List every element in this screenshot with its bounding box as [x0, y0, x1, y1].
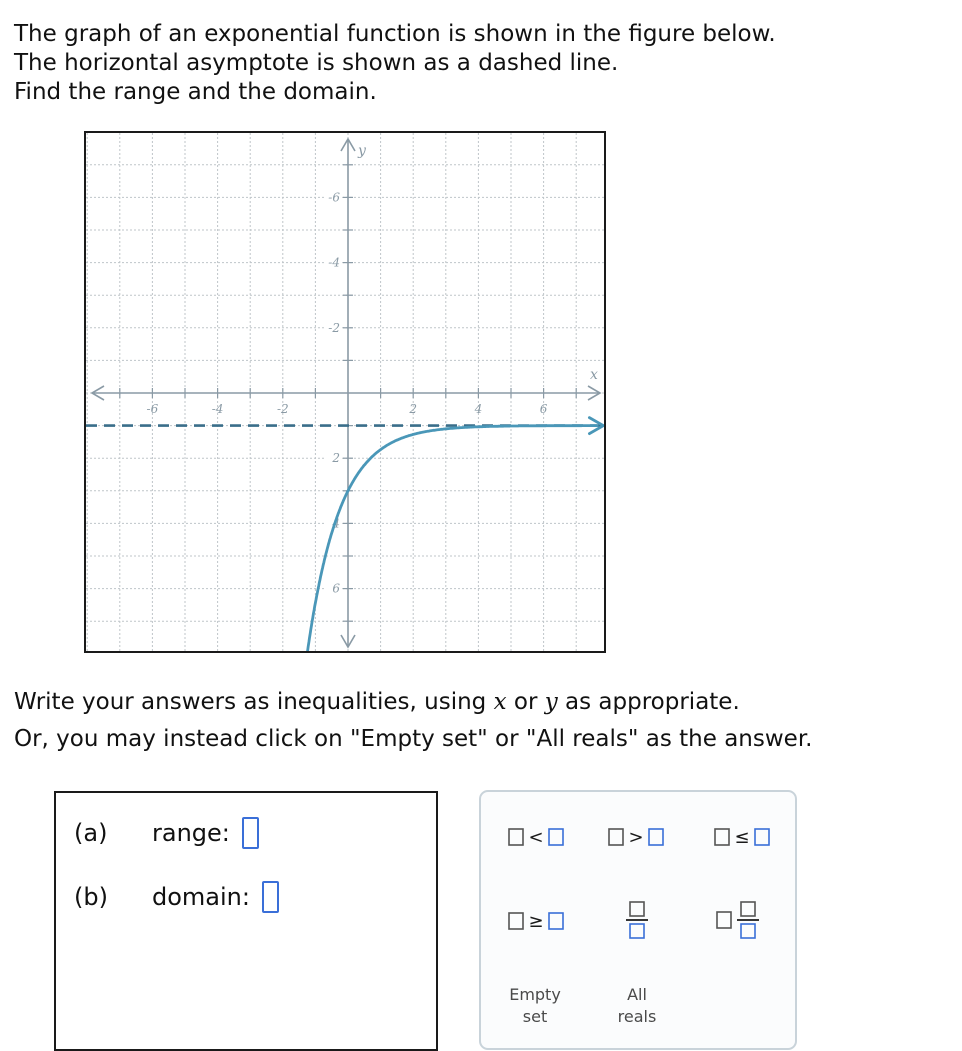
- range-answer-input[interactable]: [242, 817, 259, 849]
- x-tick-label: 2: [409, 402, 418, 416]
- empty-set-label-2: set: [522, 1007, 548, 1026]
- domain-label: domain:: [152, 883, 250, 911]
- less-equal-symbol: ≤: [734, 827, 750, 848]
- variable-y: y: [544, 689, 558, 715]
- x-tick-label: 4: [474, 402, 483, 416]
- y-tick-label: -6: [328, 190, 340, 205]
- all-reals-label-1: All: [627, 985, 647, 1004]
- mixed-number-button[interactable]: [711, 896, 767, 944]
- y-axis-label: y: [358, 143, 366, 159]
- x-tick-label: 6: [539, 402, 548, 416]
- instructions-text-a: Write your answers as inequalities, using: [14, 689, 494, 715]
- less-than-template-icon: [506, 827, 566, 847]
- answer-instructions: [14, 684, 812, 758]
- greater-equal-template-icon: [506, 911, 566, 931]
- x-tick-label: -2: [276, 402, 289, 416]
- instructions-line-1: [14, 684, 812, 721]
- mixed-number-template-icon: [715, 900, 763, 940]
- less-than-symbol: <: [528, 827, 544, 848]
- x-tick-label: -4: [211, 402, 224, 416]
- problem-statement: [14, 20, 776, 107]
- greater-than-symbol: >: [628, 827, 644, 848]
- instructions-text-b: as appropriate.: [557, 689, 740, 715]
- empty-set-label-1: Empty: [509, 985, 561, 1004]
- y-tick-label: 4: [332, 516, 340, 531]
- prompt-line-3: Find the range and the domain.: [14, 79, 377, 105]
- fraction-template-icon: [625, 900, 649, 940]
- y-tick-label: -2: [328, 320, 340, 335]
- y-tick-label: 6: [332, 581, 340, 596]
- answer-panel: [54, 791, 438, 1051]
- y-tick-label: -4: [328, 255, 340, 270]
- greater-equal-button[interactable]: [503, 906, 569, 936]
- range-label: range:: [152, 819, 230, 847]
- variable-x: x: [493, 689, 507, 715]
- greater-equal-symbol: ≥: [528, 911, 544, 932]
- fraction-button[interactable]: [619, 896, 655, 944]
- part-b-label: (b): [74, 883, 108, 911]
- part-a-label: (a): [74, 819, 108, 847]
- x-tick-label: -6: [146, 402, 159, 416]
- greater-than-template-icon: [606, 827, 666, 847]
- less-equal-template-icon: [712, 827, 772, 847]
- prompt-line-1: The graph of an exponential function is shown in the figure below.: [14, 21, 776, 47]
- range-row: [74, 817, 259, 849]
- graph-canvas: [86, 133, 606, 653]
- y-tick-label: 2: [332, 451, 340, 466]
- all-reals-label-2: reals: [617, 1007, 657, 1026]
- instructions-line-2: Or, you may instead click on "Empty set" or "All reals" as the answer.: [14, 726, 813, 752]
- function-graph: [84, 131, 606, 653]
- all-reals-button[interactable]: [597, 982, 677, 1030]
- empty-set-button[interactable]: [495, 982, 575, 1030]
- x-axis-label: x: [590, 367, 598, 383]
- greater-than-button[interactable]: [603, 822, 669, 852]
- domain-row: [74, 881, 279, 913]
- instructions-text-or: or: [506, 689, 545, 715]
- prompt-line-2: The horizontal asymptote is shown as a dashed line.: [14, 50, 619, 76]
- less-than-button[interactable]: [503, 822, 569, 852]
- math-palette: [479, 790, 797, 1050]
- less-equal-button[interactable]: [709, 822, 775, 852]
- domain-answer-input[interactable]: [262, 881, 279, 913]
